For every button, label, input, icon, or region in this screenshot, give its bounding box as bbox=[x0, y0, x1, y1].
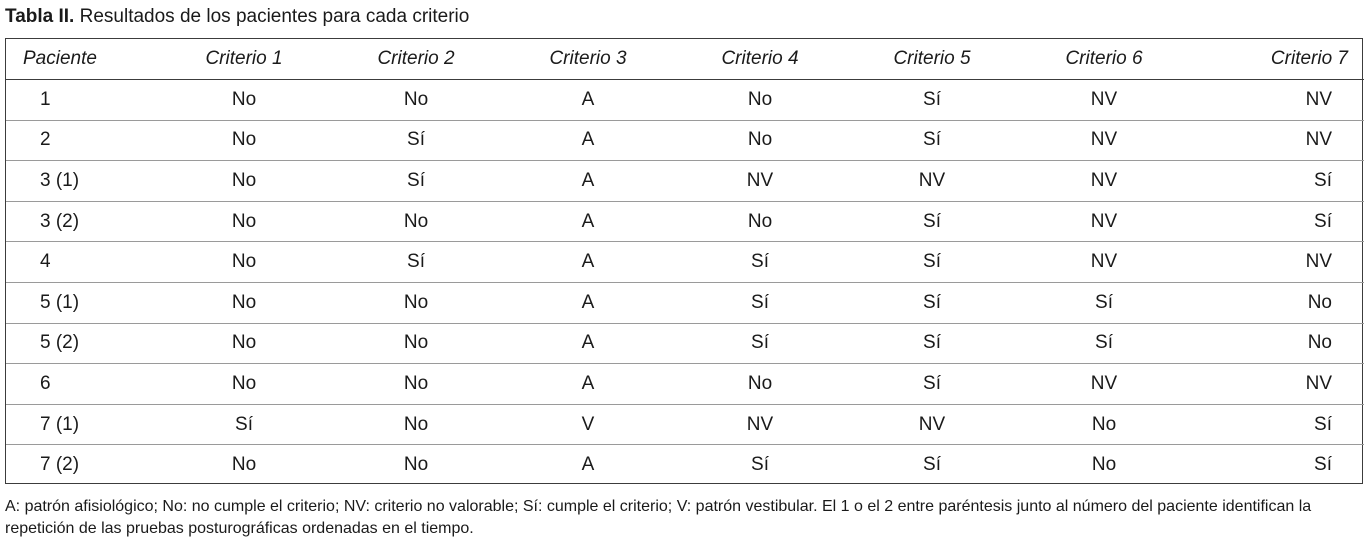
patient-cell: 1 bbox=[6, 80, 158, 121]
criterion-cell: No bbox=[158, 201, 330, 242]
table-row bbox=[6, 201, 1364, 242]
criterion-cell: Sí bbox=[846, 323, 1018, 364]
patient-cell: 3 (1) bbox=[6, 161, 158, 202]
criterion-cell: NV bbox=[1190, 120, 1364, 161]
criterion-cell: No bbox=[330, 323, 502, 364]
criterion-cell: NV bbox=[1018, 120, 1190, 161]
criterion-cell: Sí bbox=[1190, 161, 1364, 202]
criterion-cell: Sí bbox=[846, 283, 1018, 324]
criterion-cell: Sí bbox=[923, 454, 941, 476]
criterion-cell: NV bbox=[1018, 201, 1190, 242]
criterion-cell: Sí bbox=[1314, 454, 1332, 476]
table-row bbox=[6, 445, 1364, 486]
criterion-cell: No bbox=[158, 80, 330, 121]
criterion-cell: No bbox=[158, 120, 330, 161]
criterion-cell: Sí bbox=[674, 242, 846, 283]
table-row bbox=[6, 283, 1364, 324]
criterion-cell: NV bbox=[846, 404, 1018, 445]
table-row bbox=[6, 323, 1364, 364]
column-header-criterio-6: Criterio 6 bbox=[1018, 39, 1190, 80]
criterion-cell: No bbox=[674, 80, 846, 121]
criterion-cell: NV bbox=[1018, 364, 1190, 405]
criterion-cell: A bbox=[502, 283, 674, 324]
table-row bbox=[6, 80, 1364, 121]
criterion-cell: No bbox=[330, 80, 502, 121]
table-row bbox=[6, 242, 1364, 283]
patient-cell: 4 bbox=[6, 242, 158, 283]
criterion-cell: Sí bbox=[158, 404, 330, 445]
criterion-cell: NV bbox=[1018, 161, 1190, 202]
column-header-criterio-5: Criterio 5 bbox=[846, 39, 1018, 80]
table-row bbox=[6, 120, 1364, 161]
criterion-cell: No bbox=[1018, 404, 1190, 445]
criterion-cell: No bbox=[330, 364, 502, 405]
criterion-cell: A bbox=[502, 161, 674, 202]
criterion-cell: Sí bbox=[1190, 404, 1364, 445]
criterion-cell: No bbox=[231, 454, 257, 476]
column-header-criterio-3: Criterio 3 bbox=[502, 39, 674, 80]
table-row bbox=[6, 364, 1364, 405]
criterion-cell: Sí bbox=[1018, 283, 1190, 324]
criterion-cell: NV bbox=[674, 161, 846, 202]
criterion-cell: A bbox=[502, 201, 674, 242]
patient-cell: 6 bbox=[6, 364, 158, 405]
criterion-cell: No bbox=[330, 201, 502, 242]
criterion-cell: V bbox=[502, 404, 674, 445]
criterion-cell: NV bbox=[1190, 80, 1364, 121]
criterion-cell: A bbox=[502, 120, 674, 161]
criterion-cell: Sí bbox=[674, 283, 846, 324]
patient-cell: 7 (2) bbox=[40, 454, 80, 476]
patient-cell: 5 (1) bbox=[6, 283, 158, 324]
table-row bbox=[6, 161, 1364, 202]
criterion-cell: No bbox=[1190, 323, 1364, 364]
criterion-cell: NV bbox=[1018, 242, 1190, 283]
criterion-cell: No bbox=[674, 120, 846, 161]
criterion-cell: No bbox=[158, 364, 330, 405]
table-footnote: A: patrón afisiológico; No: no cumple el criterio; NV: criterio no valorable; Sí: cumple el criterio; V: patrón vestibular. El 1 o el 2 entre paréntesis junto al número del paciente identifican la repetición de las pruebas posturográficas ordenadas en el tiempo. bbox=[5, 498, 1312, 537]
patient-cell: 2 bbox=[6, 120, 158, 161]
table-caption-label: Tabla II. bbox=[5, 6, 75, 27]
table-caption bbox=[5, 5, 469, 29]
criterion-cell: Sí bbox=[846, 242, 1018, 283]
criterion-cell: No bbox=[1190, 283, 1364, 324]
patient-cell: 5 (2) bbox=[6, 323, 158, 364]
criterion-cell: No bbox=[330, 404, 502, 445]
criterion-cell: Sí bbox=[846, 201, 1018, 242]
criterion-cell: NV bbox=[1018, 80, 1190, 121]
criterion-cell: Sí bbox=[1190, 201, 1364, 242]
table-row bbox=[6, 404, 1364, 445]
criterion-cell: Sí bbox=[674, 323, 846, 364]
column-header-criterio-7: Criterio 7 bbox=[1190, 39, 1364, 80]
criterion-cell: No bbox=[674, 364, 846, 405]
results-table bbox=[6, 39, 1364, 486]
criterion-cell: No bbox=[158, 323, 330, 364]
criterion-cell: Sí bbox=[846, 80, 1018, 121]
criterion-cell: NV bbox=[674, 404, 846, 445]
criterion-cell: No bbox=[158, 242, 330, 283]
patient-cell: 3 (2) bbox=[6, 201, 158, 242]
criterion-cell: No bbox=[158, 283, 330, 324]
criterion-cell: Sí bbox=[330, 161, 502, 202]
column-header-criterio-1: Criterio 1 bbox=[158, 39, 330, 80]
criterion-cell: A bbox=[502, 242, 674, 283]
criterion-cell: A bbox=[502, 364, 674, 405]
criterion-cell: No bbox=[158, 161, 330, 202]
criterion-cell: NV bbox=[846, 161, 1018, 202]
results-table-container bbox=[5, 38, 1363, 484]
criterion-cell: A bbox=[581, 454, 595, 476]
criterion-cell: No bbox=[1091, 454, 1117, 476]
column-header-paciente: Paciente bbox=[6, 39, 158, 80]
criterion-cell: No bbox=[403, 454, 429, 476]
criterion-cell: Sí bbox=[846, 364, 1018, 405]
column-header-criterio-4: Criterio 4 bbox=[674, 39, 846, 80]
criterion-cell: No bbox=[674, 201, 846, 242]
criterion-cell: NV bbox=[1190, 364, 1364, 405]
patient-cell: 7 (1) bbox=[6, 404, 158, 445]
criterion-cell: A bbox=[502, 80, 674, 121]
criterion-cell: NV bbox=[1190, 242, 1364, 283]
criterion-cell: Sí bbox=[330, 242, 502, 283]
criterion-cell: Sí bbox=[330, 120, 502, 161]
criterion-cell: Sí bbox=[751, 454, 769, 476]
column-header-criterio-2: Criterio 2 bbox=[330, 39, 502, 80]
table-header-row bbox=[6, 39, 1364, 80]
criterion-cell: A bbox=[502, 323, 674, 364]
criterion-cell: No bbox=[330, 283, 502, 324]
criterion-cell: Sí bbox=[1018, 323, 1190, 364]
criterion-cell: Sí bbox=[846, 120, 1018, 161]
table-caption-title: Resultados de los pacientes para cada criterio bbox=[79, 6, 470, 27]
